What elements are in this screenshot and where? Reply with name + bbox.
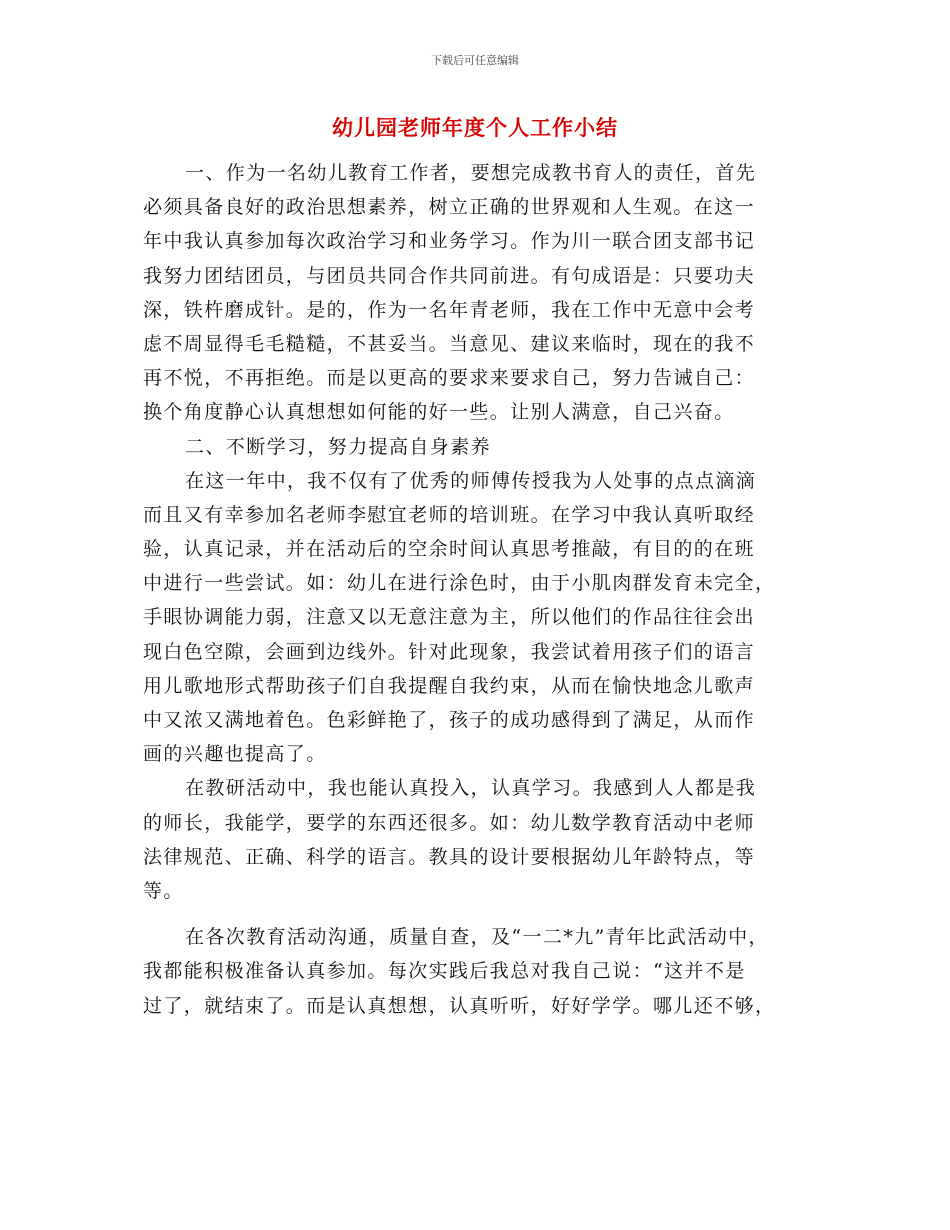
paragraph [143, 464, 813, 772]
document-title: 幼儿园老师年度个人工作小结 [332, 115, 618, 140]
paragraph-line: 在教研活动中，我也能认真投入，认真学习。我感到人人都是我 [185, 777, 757, 800]
paragraph-line: 再不悦，不再拒绝。而是以更高的要求来要求自己，努力告诫自己： [143, 367, 756, 390]
paragraph [143, 920, 813, 1023]
paragraph-line: 深，铁杵磨成针。是的，作为一名年青老师，我在工作中无意中会考 [143, 298, 756, 321]
paragraph [143, 771, 813, 908]
paragraph-line: 用儿歌地形式帮助孩子们自我提醒自我约束，从而在愉快地念儿歌声 [143, 674, 756, 697]
paragraph-line: 在这一年中，我不仅有了优秀的师傅传授我为人处事的点点滴滴 [185, 469, 757, 492]
paragraph-line: 过了，就结束了。而是认真想想，认真听听，好好学学。哪儿还不够， [143, 994, 776, 1017]
paragraph-line: 而且又有幸参加名老师李慰宜老师的培训班。在学习中我认真听取经 [143, 503, 756, 526]
paragraph-line: 画的兴趣也提高了。 [143, 743, 327, 766]
paragraph [143, 156, 813, 430]
paragraph-line: 法律规范、正确、科学的语言。教具的设计要根据幼儿年龄特点，等 [143, 845, 756, 868]
paragraph-line: 验，认真记录，并在活动后的空余时间认真思考推敲，有目的的在班 [143, 538, 756, 561]
paragraph-line: 我都能积极准备认真参加。每次实践后我总对我自己说：“这并不是 [143, 960, 746, 983]
paragraph [143, 430, 813, 464]
paragraph-line: 我努力团结团员，与团员共同合作共同前进。有句成语是：只要功夫 [143, 264, 756, 287]
paragraph-line: 手眼协调能力弱，注意又以无意注意为主，所以他们的作品往往会出 [143, 606, 756, 629]
paragraph-line: 一、作为一名幼儿教育工作者，要想完成教书育人的责任，首先 [185, 162, 757, 184]
paragraph-line: 年中我认真参加每次政治学习和业务学习。作为川一联合团支部书记 [143, 230, 756, 253]
paragraph-line: 虑不周显得毛毛糙糙，不甚妥当。当意见、建议来临时，现在的我不 [143, 332, 756, 355]
paragraph-line: 中进行一些尝试。如：幼儿在进行涂色时，由于小肌肉群发育未完全， [143, 572, 776, 595]
paragraph-line: 的师长，我能学，要学的东西还很多。如：幼儿数学教育活动中老师 [143, 811, 756, 834]
paragraph-line: 等。 [143, 879, 184, 902]
paragraph-line: 二、不断学习，努力提高自身素养 [185, 435, 492, 458]
page-header: 下载后可任意编辑 [431, 54, 519, 67]
paragraph-line: 中又浓又满地着色。色彩鲜艳了，孩子的成功感得到了满足，从而作 [143, 709, 756, 731]
document-body [143, 156, 813, 1023]
paragraph-line: 换个角度静心认真想想如何能的好一些。让别人满意，自己兴奋。 [143, 401, 735, 424]
paragraph-line: 必须具备良好的政治思想素养，树立正确的世界观和人生观。在这一 [143, 196, 756, 219]
paragraph-line: 在各次教育活动沟通，质量自查，及“一二*九”青年比武活动中， [185, 926, 769, 949]
paragraph-line: 现白色空隙，会画到边线外。针对此现象，我尝试着用孩子们的语言 [143, 640, 756, 663]
